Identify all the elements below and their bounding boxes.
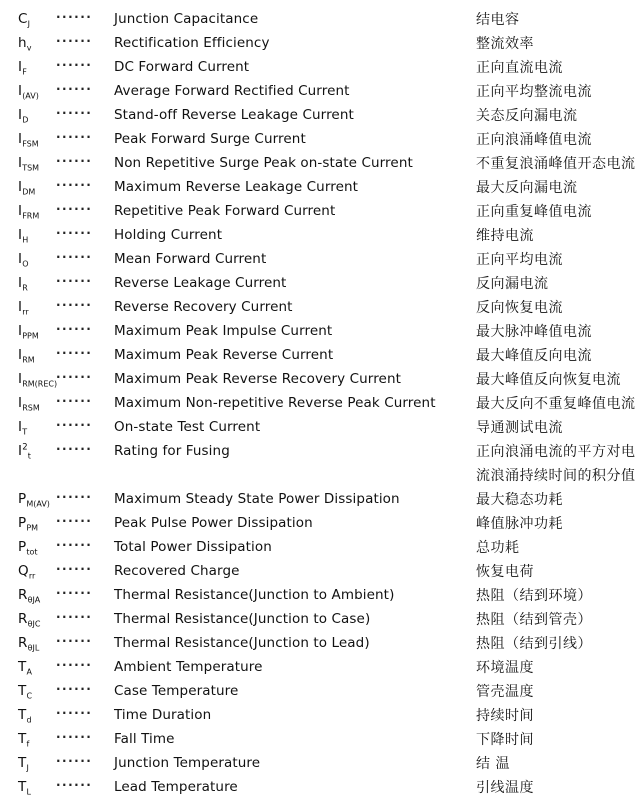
symbol-letter: I [18, 275, 23, 291]
dots-separator: ······ [56, 754, 93, 768]
dots-separator: ······ [56, 322, 93, 336]
glossary-row [18, 655, 637, 679]
english-term: Maximum Peak Reverse Recovery Current [114, 371, 402, 387]
dots-separator: ······ [56, 226, 93, 240]
chinese-term: 不重复浪涌峰值开态电流 [476, 156, 636, 172]
dots-separator: ······ [56, 82, 93, 96]
chinese-term: 关态反向漏电流 [476, 108, 578, 124]
glossary-row [18, 151, 637, 175]
symbol-subscript: J [27, 19, 30, 29]
english-term: Fall Time [114, 731, 175, 747]
symbol-letter: I [18, 83, 23, 99]
symbol-cell [18, 683, 56, 699]
glossary-row [18, 775, 637, 799]
symbol-letter: I [18, 59, 23, 75]
symbol-letter: I [18, 443, 23, 459]
symbol-subscript: FSM [22, 139, 39, 149]
chinese-term: 正向平均整流电流 [476, 84, 592, 100]
dots-separator: ······ [56, 346, 93, 360]
chinese-term: 整流效率 [476, 36, 534, 52]
symbol-cell [18, 347, 56, 363]
symbol-subscript: H [22, 235, 29, 245]
english-term: Peak Pulse Power Dissipation [114, 515, 313, 531]
symbol-subscript: RSM [22, 403, 40, 413]
symbol-subscript: RM [22, 355, 35, 365]
chinese-term: 管壳温度 [476, 684, 534, 700]
chinese-term: 最大脉冲峰值电流 [476, 324, 592, 340]
symbol-cell [18, 179, 56, 195]
glossary-row [18, 199, 637, 223]
glossary-row [18, 271, 637, 295]
glossary-row [18, 7, 637, 31]
dots-separator: ······ [56, 394, 93, 408]
chinese-term: 维持电流 [476, 228, 534, 244]
symbol-letter: I [18, 371, 23, 387]
symbol-cell [18, 155, 56, 171]
symbol-subscript: f [26, 739, 30, 749]
dots-separator: ······ [56, 658, 93, 672]
english-term: Thermal Resistance(Junction to Case) [114, 611, 371, 627]
symbol-subscript: D [22, 115, 29, 125]
symbol-cell [18, 731, 56, 747]
symbol-cell [18, 779, 56, 795]
glossary-row [18, 511, 637, 535]
symbol-subscript: FRM [22, 211, 40, 221]
dots-separator: ······ [56, 682, 93, 696]
symbol-cell [18, 491, 56, 507]
english-term: Stand-off Reverse Leakage Current [114, 107, 354, 123]
glossary-row [18, 247, 637, 271]
glossary-row [18, 535, 637, 559]
glossary-row [18, 463, 637, 487]
symbol-letter: T [18, 755, 27, 771]
glossary-row [18, 223, 637, 247]
glossary-row [18, 703, 637, 727]
chinese-term: 正向重复峰值电流 [476, 204, 592, 220]
english-term: DC Forward Current [114, 59, 250, 75]
english-term: Non Repetitive Surge Peak on-state Current [114, 155, 413, 171]
symbol-subscript: t [27, 451, 31, 461]
symbol-cell [18, 83, 56, 99]
symbol-cell [18, 107, 56, 123]
chinese-term: 正向浪涌峰值电流 [476, 132, 592, 148]
symbol-subscript: L [26, 787, 31, 797]
symbol-cell [18, 515, 56, 531]
symbol-subscript: O [22, 259, 29, 269]
glossary-row [18, 55, 637, 79]
glossary-row [18, 127, 637, 151]
symbol-letter: T [18, 707, 27, 723]
english-term: Ambient Temperature [114, 659, 263, 675]
symbol-subscript: F [22, 67, 27, 77]
dots-separator: ······ [56, 130, 93, 144]
symbol-cell [18, 203, 56, 219]
symbol-subscript: (AV) [22, 91, 39, 101]
symbol-subscript: M(AV) [26, 499, 50, 509]
symbol-subscript: J [26, 763, 29, 773]
symbol-superscript: 2 [22, 442, 28, 453]
symbol-cell [18, 35, 56, 51]
glossary-row [18, 391, 637, 415]
english-term: Reverse Leakage Current [114, 275, 287, 291]
glossary-row [18, 79, 637, 103]
chinese-term: 引线温度 [476, 780, 534, 796]
symbol-subscript: d [26, 715, 32, 725]
symbol-cell [18, 755, 56, 771]
symbol-cell [18, 395, 56, 411]
dots-separator: ······ [56, 58, 93, 72]
english-term: Repetitive Peak Forward Current [114, 203, 336, 219]
symbol-subscript: v [26, 43, 32, 53]
dots-separator: ······ [56, 250, 93, 264]
chinese-term: 结电容 [476, 12, 520, 28]
chinese-term: 下降时间 [476, 732, 534, 748]
symbol-letter: P [18, 539, 27, 555]
chinese-term: 正向浪涌电流的平方对电 [476, 444, 636, 460]
symbol-letter: T [18, 731, 27, 747]
symbol-letter: R [18, 611, 28, 627]
english-term: Reverse Recovery Current [114, 299, 293, 315]
symbol-subscript: θJL [27, 643, 40, 653]
symbol-letter: Q [18, 563, 29, 579]
symbol-letter: C [18, 11, 28, 27]
symbol-cell [18, 299, 56, 315]
symbol-subscript: PPM [22, 331, 39, 341]
english-term: Holding Current [114, 227, 223, 243]
symbol-subscript: C [26, 691, 33, 701]
symbol-cell [18, 131, 56, 147]
chinese-term: 峰值脉冲功耗 [476, 516, 563, 532]
symbol-cell [18, 563, 56, 579]
english-term: Junction Temperature [114, 755, 261, 771]
symbol-letter: I [18, 227, 23, 243]
symbol-subscript: rr [22, 307, 29, 317]
glossary-row [18, 727, 637, 751]
symbol-subscript: RM(REC) [22, 379, 58, 389]
dots-separator: ······ [56, 610, 93, 624]
symbol-letter: R [18, 587, 28, 603]
symbol-subscript: tot [26, 547, 38, 557]
english-term: Thermal Resistance(Junction to Ambient) [114, 587, 395, 603]
symbol-cell [18, 659, 56, 675]
symbol-subscript: TSM [22, 163, 40, 173]
symbol-subscript: T [22, 427, 28, 437]
english-term: Maximum Reverse Leakage Current [114, 179, 359, 195]
english-term: Average Forward Rectified Current [114, 83, 350, 99]
english-term: Maximum Peak Impulse Current [114, 323, 333, 339]
symbol-letter: h [18, 35, 27, 51]
glossary-row [18, 583, 637, 607]
chinese-term: 环境温度 [476, 660, 534, 676]
glossary-row [18, 487, 637, 511]
chinese-term: 反向漏电流 [476, 276, 549, 292]
symbol-cell [18, 59, 56, 75]
symbol-cell [18, 707, 56, 723]
symbol-cell [18, 251, 56, 267]
symbol-letter: I [18, 419, 23, 435]
chinese-term: 持续时间 [476, 708, 534, 724]
symbol-cell [18, 11, 56, 27]
symbol-cell [18, 227, 56, 243]
symbol-subscript: A [26, 667, 32, 677]
dots-separator: ······ [56, 706, 93, 720]
symbol-letter: I [18, 203, 23, 219]
symbol-letter: I [18, 323, 23, 339]
english-term: Rectification Efficiency [114, 35, 270, 51]
english-term: Case Temperature [114, 683, 239, 699]
symbol-letter: I [18, 131, 23, 147]
english-term: Junction Capacitance [114, 11, 259, 27]
symbol-letter: R [18, 635, 28, 651]
symbol-letter: T [18, 659, 27, 675]
symbol-letter: I [18, 179, 23, 195]
glossary-row [18, 679, 637, 703]
dots-separator: ······ [56, 370, 93, 384]
chinese-term: 总功耗 [476, 540, 520, 556]
dots-separator: ······ [56, 586, 93, 600]
chinese-term: 流浪涌持续时间的积分值 [476, 468, 636, 484]
chinese-term: 最大峰值反向恢复电流 [476, 372, 621, 388]
symbol-cell [18, 539, 56, 555]
glossary-row [18, 367, 637, 391]
symbol-letter: I [18, 251, 23, 267]
dots-separator: ······ [56, 106, 93, 120]
english-term: Mean Forward Current [114, 251, 267, 267]
symbol-letter: I [18, 395, 23, 411]
symbol-cell [18, 323, 56, 339]
dots-separator: ······ [56, 34, 93, 48]
symbol-cell [18, 275, 56, 291]
dots-separator: ······ [56, 514, 93, 528]
dots-separator: ······ [56, 418, 93, 432]
symbol-cell [18, 419, 56, 435]
english-term: Total Power Dissipation [114, 539, 272, 555]
chinese-term: 反向恢复电流 [476, 300, 563, 316]
dots-separator: ······ [56, 274, 93, 288]
glossary-row [18, 343, 637, 367]
dots-separator: ······ [56, 730, 93, 744]
symbol-letter: T [18, 779, 27, 795]
dots-separator: ······ [56, 634, 93, 648]
glossary-row [18, 175, 637, 199]
symbol-subscript: θJC [27, 619, 41, 629]
symbol-letter: I [18, 155, 23, 171]
chinese-term: 导通测试电流 [476, 420, 563, 436]
glossary-row [18, 31, 637, 55]
dots-separator: ······ [56, 490, 93, 504]
chinese-term: 最大峰值反向电流 [476, 348, 592, 364]
glossary-row [18, 439, 637, 463]
glossary-row [18, 631, 637, 655]
english-term: Maximum Peak Reverse Current [114, 347, 334, 363]
chinese-term: 最大反向漏电流 [476, 180, 578, 196]
symbol-letter: I [18, 347, 23, 363]
chinese-term: 最大反向不重复峰值电流 [476, 396, 636, 412]
english-term: Maximum Steady State Power Dissipation [114, 491, 400, 507]
symbol-subscript: PM [26, 523, 39, 533]
symbol-letter: P [18, 491, 27, 507]
symbol-cell [18, 371, 56, 387]
symbol-letter: T [18, 683, 27, 699]
dots-separator: ······ [56, 442, 93, 456]
english-term: On-state Test Current [114, 419, 261, 435]
glossary-row [18, 751, 637, 775]
symbol-subscript: rr [28, 571, 36, 581]
english-term: Rating for Fusing [114, 443, 230, 459]
symbol-cell [18, 635, 56, 651]
symbol-subscript: θJA [27, 595, 41, 605]
glossary-row [18, 295, 637, 319]
glossary-row [18, 319, 637, 343]
symbol-cell [18, 611, 56, 627]
dots-separator: ······ [56, 298, 93, 312]
english-term: Lead Temperature [114, 779, 238, 795]
symbol-subscript: DM [22, 187, 36, 197]
english-term: Maximum Non-repetitive Reverse Peak Current [114, 395, 436, 411]
symbol-subscript: R [22, 283, 28, 293]
chinese-term: 最大稳态功耗 [476, 492, 563, 508]
chinese-term: 恢复电荷 [476, 564, 534, 580]
glossary-row [18, 559, 637, 583]
glossary-row [18, 607, 637, 631]
symbol-letter: I [18, 107, 23, 123]
symbol-letter: I [18, 299, 23, 315]
symbol-letter: P [18, 515, 27, 531]
symbol-cell [18, 587, 56, 603]
glossary-row [18, 103, 637, 127]
dots-separator: ······ [56, 562, 93, 576]
chinese-term: 结 温 [476, 756, 510, 772]
chinese-term: 热阻（结到环境） [476, 588, 592, 604]
english-term: Peak Forward Surge Current [114, 131, 306, 147]
english-term: Recovered Charge [114, 563, 240, 579]
dots-separator: ······ [56, 10, 93, 24]
chinese-term: 热阻（结到管壳） [476, 612, 592, 628]
dots-separator: ······ [56, 154, 93, 168]
chinese-term: 热阻（结到引线） [476, 636, 592, 652]
dots-separator: ······ [56, 538, 93, 552]
dots-separator: ······ [56, 178, 93, 192]
chinese-term: 正向直流电流 [476, 60, 563, 76]
glossary-row [18, 415, 637, 439]
english-term: Thermal Resistance(Junction to Lead) [114, 635, 370, 651]
english-term: Time Duration [114, 707, 212, 723]
symbol-cell [18, 443, 56, 459]
chinese-term: 正向平均电流 [476, 252, 563, 268]
dots-separator: ······ [56, 778, 93, 792]
dots-separator: ······ [56, 202, 93, 216]
